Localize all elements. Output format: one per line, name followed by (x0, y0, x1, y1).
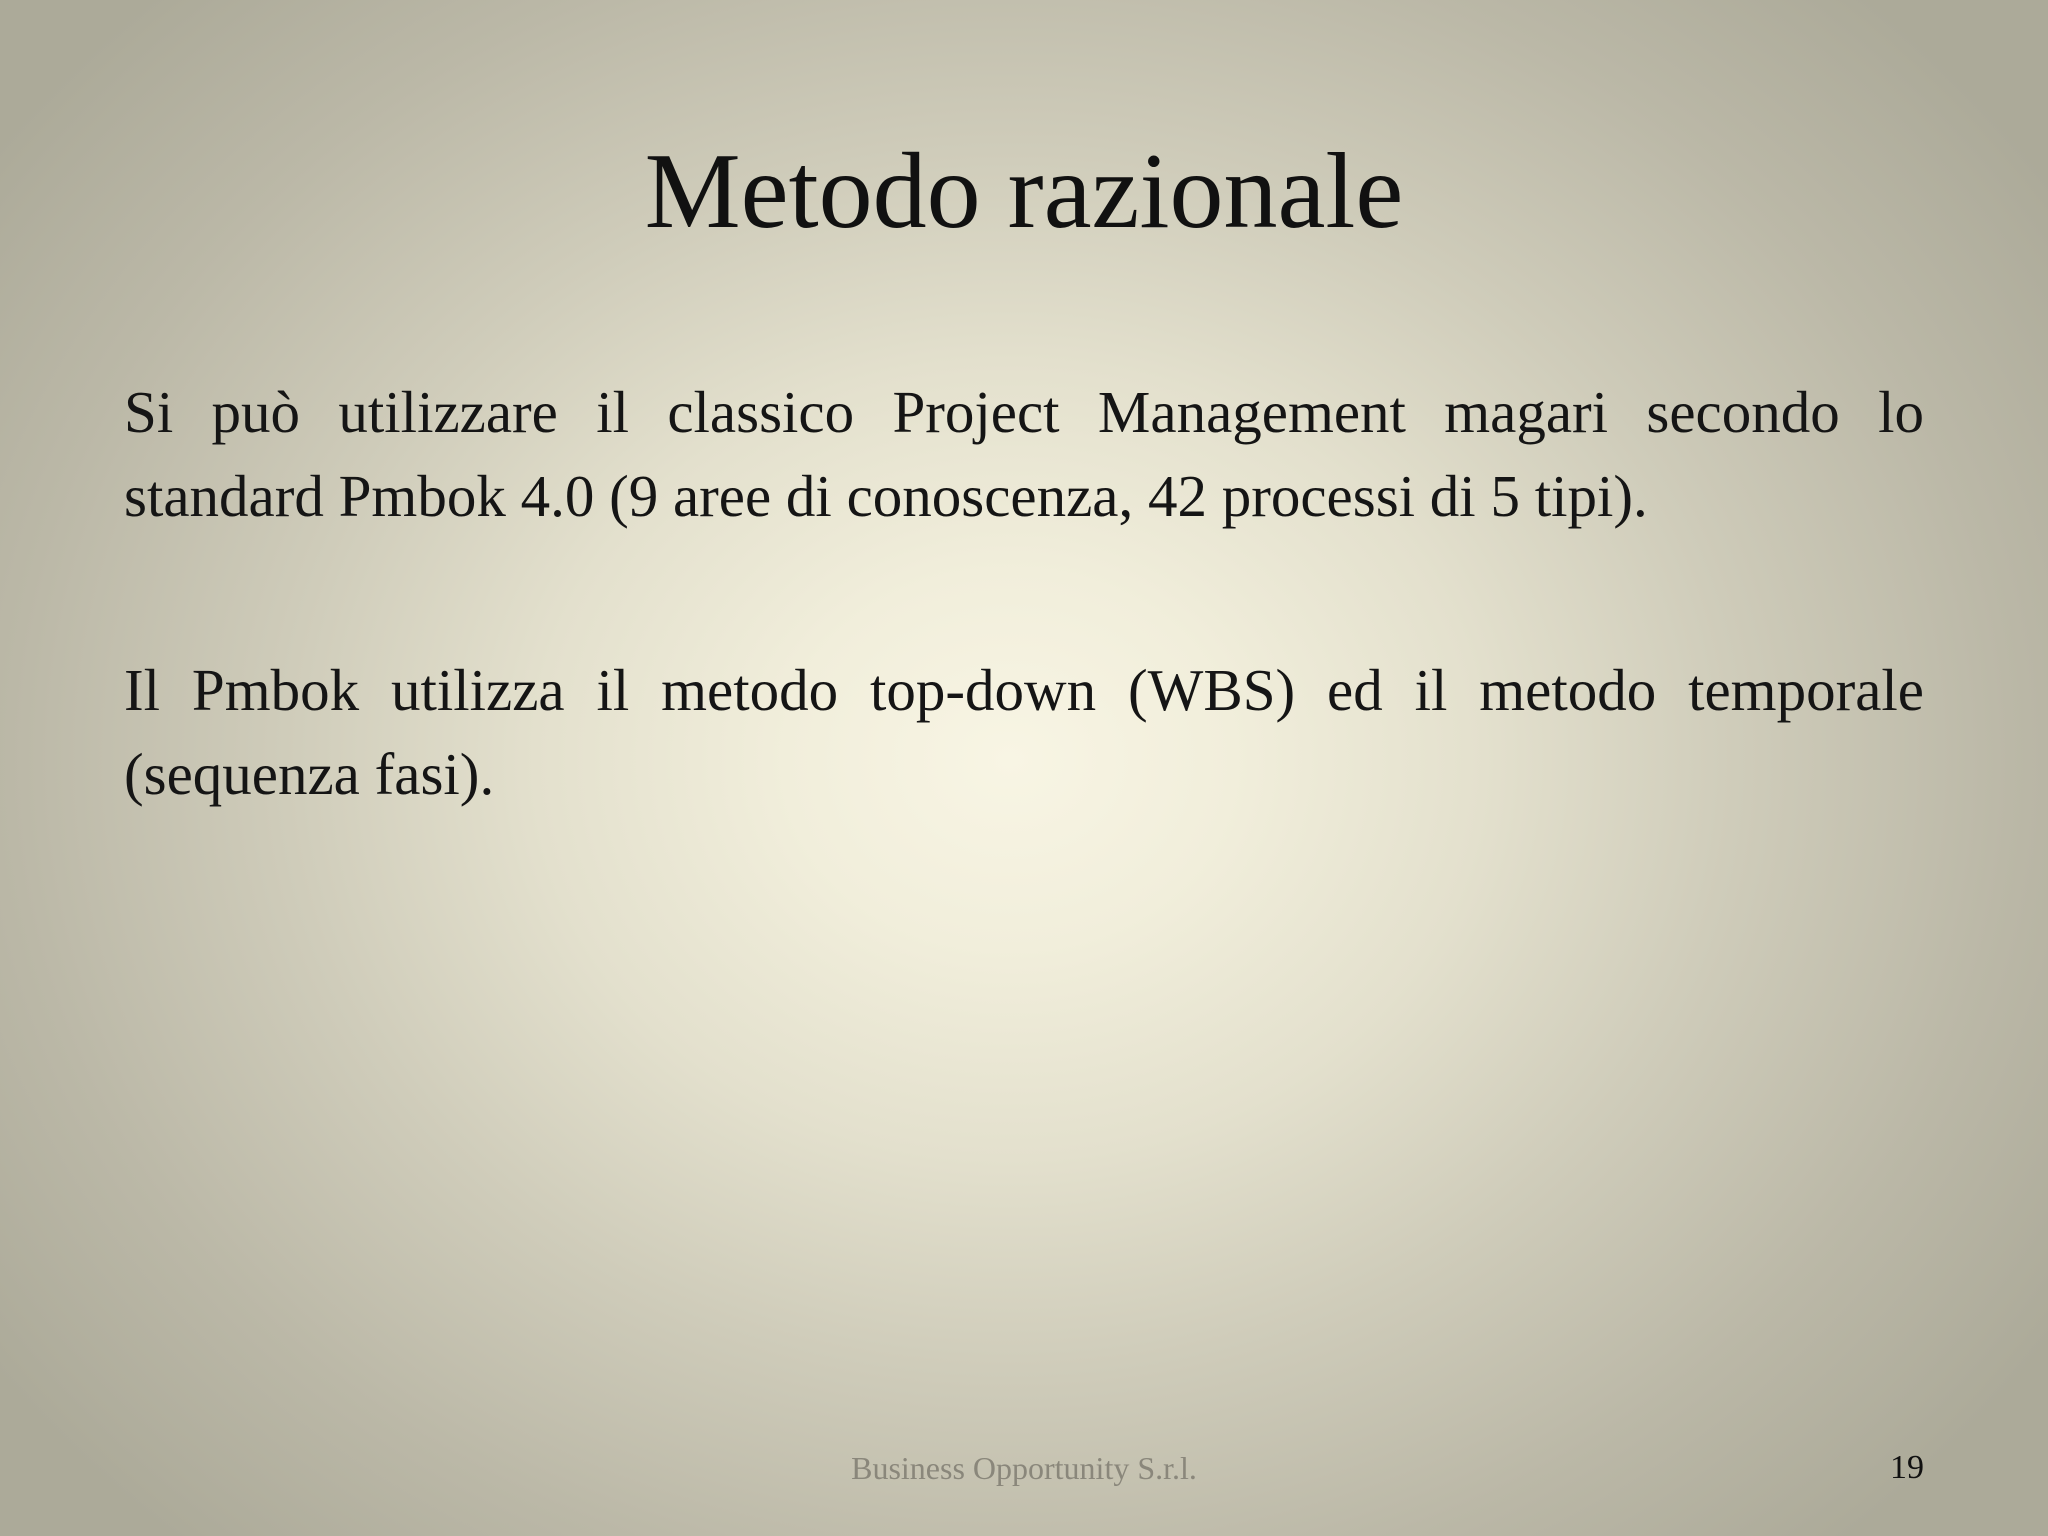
slide-title: Metodo razionale (644, 132, 1404, 251)
footer-company-name: Business Opportunity S.r.l. (851, 1450, 1197, 1486)
body-paragraph-2: Il Pmbok utilizza il metodo top-down (WBS) ed il metodo temporale (sequenza fasi). (124, 657, 1924, 807)
body-paragraph-1: Si può utilizzare il classico Project Management magari secondo lo standard Pmbok 4.0 (9 aree di conoscenza, 42 processi di 5 tipi). (124, 379, 1924, 529)
slide-number: 19 (1890, 1449, 1924, 1486)
